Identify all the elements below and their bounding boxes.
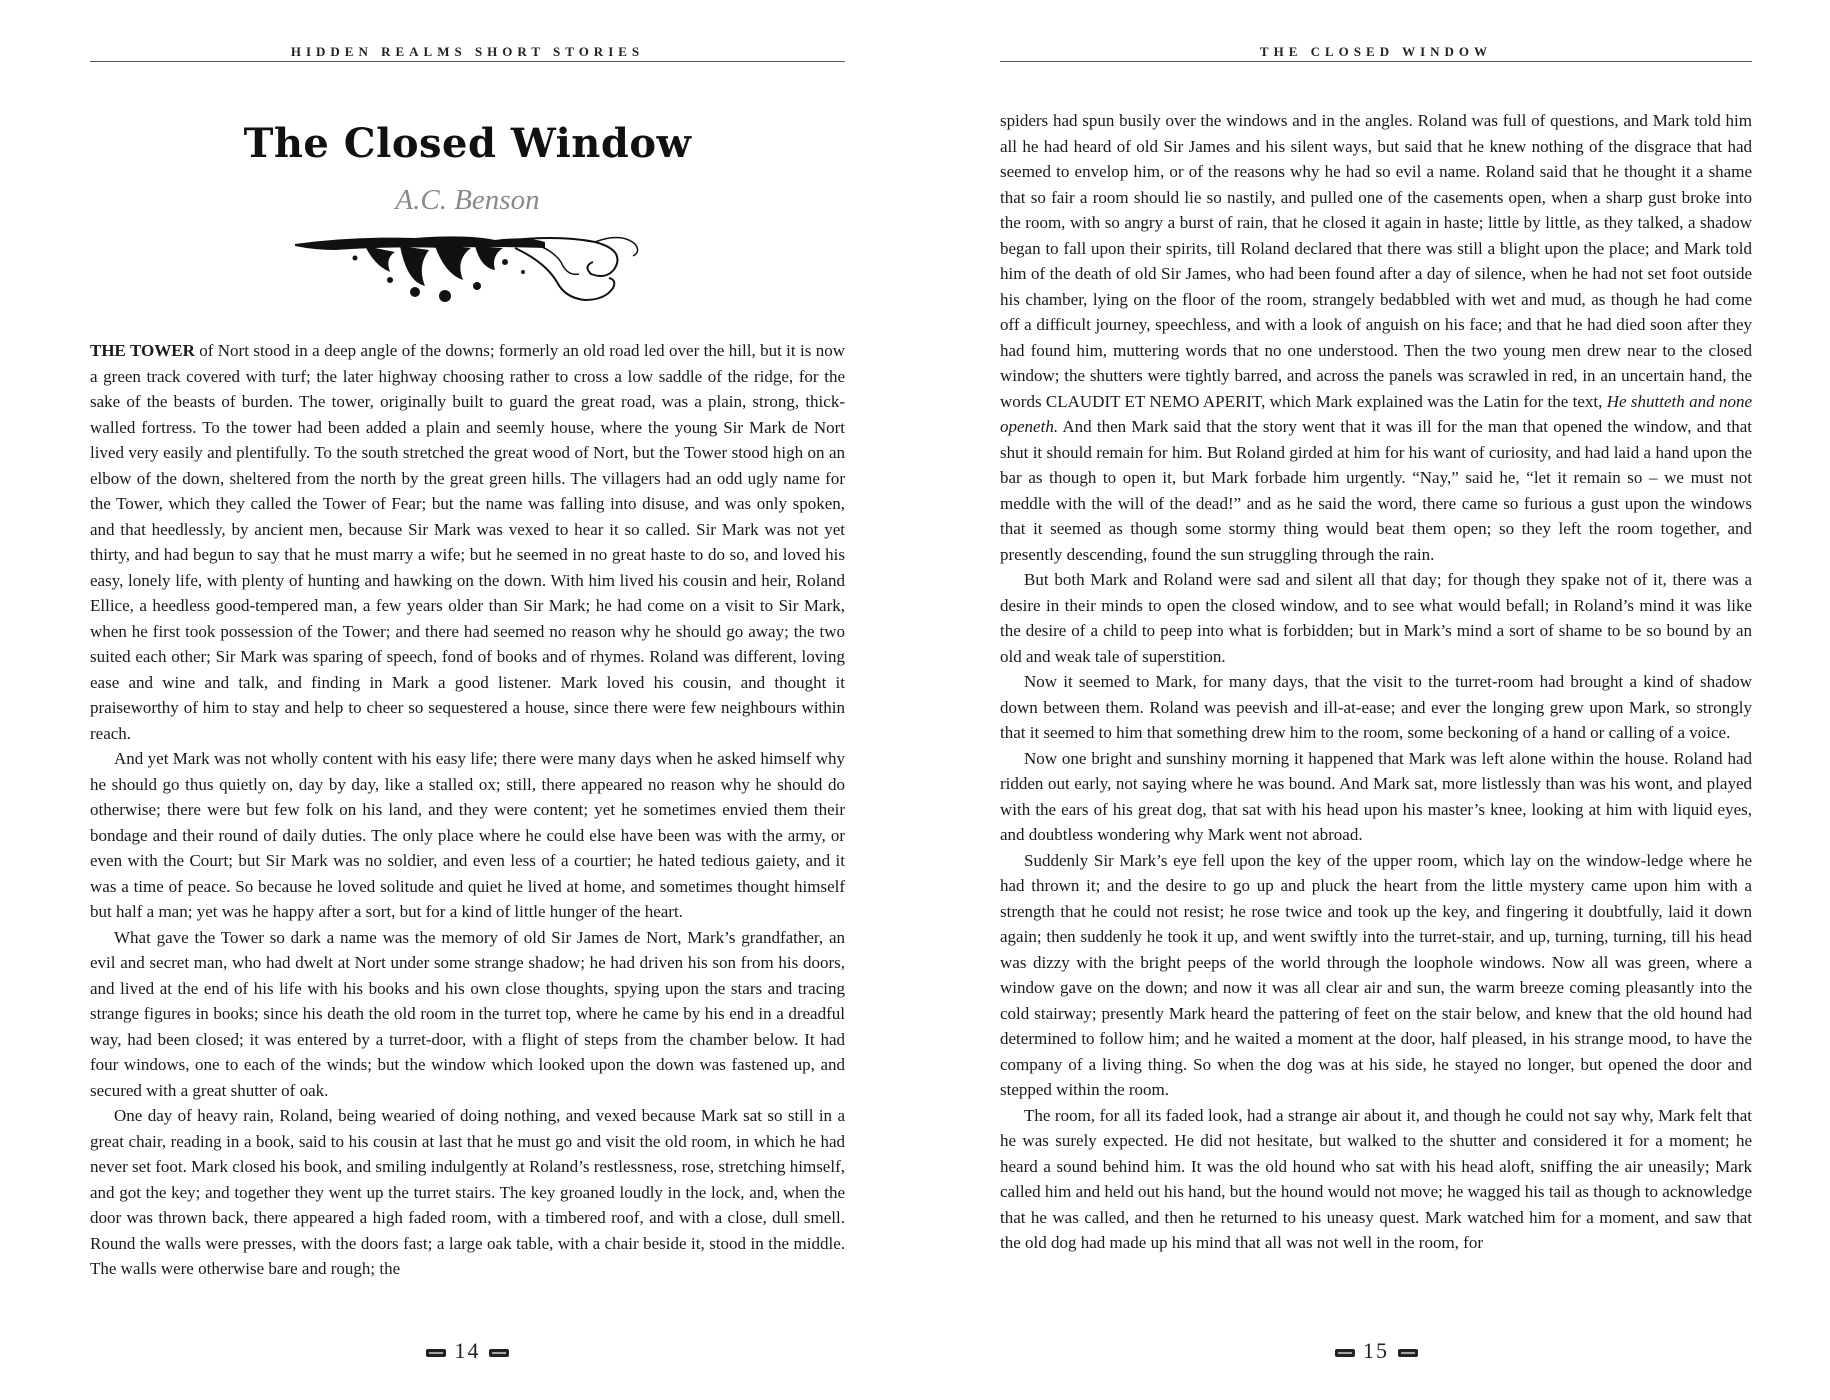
book-ornament-icon <box>1334 1348 1356 1358</box>
header-rule <box>90 61 845 62</box>
story-title: The Closed Window <box>243 120 692 167</box>
book-ornament-icon <box>425 1348 447 1358</box>
page-number <box>1000 1338 1752 1364</box>
italic-quote: He shutteth and none openeth. <box>1000 391 1752 436</box>
paragraph: But both Mark and Roland were sad and silent all that day; for though they spake not of it, there was a desire in their minds to open the closed window, and to see what would befall; in Roland’s mind it was like the desire of a child to peep into what is forbidden; but in Mark’s mind a sort of shame to be so bound by an old and weak tale of superstition. <box>1000 570 1752 666</box>
left-body-text <box>90 338 845 1282</box>
paragraph: The room, for all its faded look, had a strange air about it, and though he could not say why, Mark felt that he was surely expected. He did not hesitate, but walked to the shutter and considered it for a moment; he heard a sound behind him. It was the old hound who sat with his head aloft, sniffing the air uneasily; Mark called him and held out his hand, but the hound would not move; he wagged his tail as though to acknowledge that he was called, and then he returned to his uneasy quest. Mark watched him for a moment, and saw that the old dog had made up his mind that all was not well in the room, for <box>1000 1105 1752 1252</box>
lead-words: THE TOWER <box>90 341 195 360</box>
running-head: THE CLOSED WINDOW <box>1259 44 1493 59</box>
book-ornament-icon <box>1397 1348 1419 1358</box>
book-ornament-icon <box>488 1348 510 1358</box>
paragraph-text: And then Mark said that the story went that it was ill for the man that opened the window, and that shut it should remain for him. But Roland girded at him for his want of curiosity, and had laid a hand upon the bar as though to open it, but Mark forbade him urgently. “Nay,” said he, “let it remain so – we must not meddle with the will of the dead!” and as he said the word, there came so furious a gust upon the windows that it seemed as though some stormy thing would beat them open; so they left the room together, and presently descending, found the sun struggling through the rain. <box>1000 417 1752 564</box>
right-page <box>1000 0 1752 1400</box>
page-number-text: 14 <box>454 1338 481 1363</box>
paragraph: And yet Mark was not wholly content with his easy life; there were many days when he asked himself why he should go thus quietly on, day by day, like a stalled ox; still, there appeared no reason why he should do otherwise; there were but few folk on his land, and they were content; yet he sometimes envied them their bondage and their round of daily duties. The only place where he could else have been was with the army, or even with the Court; but Sir Mark was no soldier, and even less of a courtier; he hated tedious gaiety, and it was a time of peace. So because he loved solitude and quiet he lived at home, and sometimes thought himself but half a man; yet was he happy after a sort, but for a kind of little hunger of the heart. <box>90 749 845 921</box>
header-rule <box>1000 61 1752 62</box>
paragraph: Now it seemed to Mark, for many days, that the visit to the turret-room had brought a kind of shadow down between them. Roland was peevish and ill-at-ease; and ever the longing grew upon Mark, so strongly that it seemed to him that something drew him to the room, some beckoning of a hand or calling of a voice. <box>1000 672 1752 742</box>
story-author: A.C. Benson <box>395 184 540 216</box>
page-number-text: 15 <box>1363 1338 1389 1363</box>
paragraph: Now one bright and sunshiny morning it happened that Mark was left alone within the house. Roland had ridden out early, not saying where he was bound. And Mark sat, more listlessly than was his wont, and played with the ears of his great dog, that sat with his head upon his master’s knee, looking at him with liquid eyes, and doubtless wondering why Mark went not abroad. <box>1000 748 1752 844</box>
running-head: HIDDEN REALMS SHORT STORIES <box>290 44 645 59</box>
paragraph-text: of Nort stood in a deep angle of the downs; formerly an old road led over the hill, but it is now a green track covered with turf; the later highway choosing rather to cross a low saddle of the ridge, for the sake of the beasts of burden. The tower, originally built to guard the great road, was a plain, strong, thick-walled fortress. To the tower had been added a plain and seemly house, where the young Sir Mark de Nort lived very easily and plentifully. To the south stretched the great wood of Nort, but the Tower stood high on an elbow of the down, sheltered from the north by the great green hills. The villagers had an odd ugly name for the Tower, which they called the Tower of Fear; but the name was falling into disuse, and was only spoken, and that heedlessly, by ancient men, because Sir Mark was vexed to hear it so called. Sir Mark was not yet thirty, and had begun to say that he must marry a wife; but he seemed in no great haste to do so, and loved his easy, lonely life, with plenty of hunting and hawking on the down. With him lived his cousin and heir, Roland Ellice, a heedless good-tempered man, a few years older than Sir Mark; he had come on a visit to Sir Mark, when he first took possession of the Tower; and there had seemed no reason why he should go away; the two suited each other; Sir Mark was sparing of speech, fond of books and of rhymes. Roland was different, loving ease and wine and talk, and finding in Mark a good listener. Mark loved his cousin, and thought it praiseworthy of him to stay and help to cheer so sequestered a house, since there were few neighbours within reach. <box>90 341 846 743</box>
right-body-text <box>1000 108 1752 1256</box>
ink-splash-flourish-icon <box>295 222 645 310</box>
left-page <box>90 0 845 1400</box>
paragraph: One day of heavy rain, Roland, being wearied of doing nothing, and vexed because Mark sat so still in a great chair, reading in a book, said to his cousin at last that he must go and visit the old room, in which he had never set foot. Mark closed his book, and smiling indulgently at Roland’s restlessness, rose, stretching himself, and got the key; and together they went up the turret stairs. The key groaned loudly in the lock, and, when the door was thrown back, there appeared a high faded room, with a timbered roof, and with a close, dull smell. Round the walls were presses, with the doors fast; a large oak table, with a chair beside it, stood in the middle. The walls were otherwise bare and rough; the <box>90 1106 845 1278</box>
paragraph: What gave the Tower so dark a name was the memory of old Sir James de Nort, Mark’s grandfather, an evil and secret man, who had dwelt at Nort under some strange shadow; he had driven his son from his doors, and lived at the end of his life with his books and his own close thoughts, spying upon the stars and tracing strange figures in books; since his death the old room in the turret top, where he came by his end in a dreadful way, had been closed; it was entered by a turret-door, with a flight of steps from the chamber below. It had four windows, one to each of the winds; but the window which looked upon the down was fastened up, and secured with a great shutter of oak. <box>90 927 845 1100</box>
paragraph <box>1000 108 1752 567</box>
paragraph: Suddenly Sir Mark’s eye fell upon the key of the upper room, which lay on the window-ledge where he had thrown it; and the desire to go up and pluck the heart from the little mystery came upon him with a strength that he could not resist; he rose twice and took up the key, and fingering it doubtfully, laid it down again; then suddenly he took it up, and went swiftly into the turret-stair, and up, turning, turning, till his head was dizzy with the bright peeps of the world through the loophole windows. Now all was green, where a window gave on the down; and now it was all clear air and sun, the warm breeze coming pleasantly into the cold stairway; presently Mark heard the pattering of feet on the stair below, and knew that the old hound had determined to follow him; and he waited a moment at the door, half pleased, in his strange mood, to have the company of a living thing. So when the dog was at his side, he stayed no longer, but opened the door and stepped within the room. <box>1000 850 1752 1099</box>
page-number <box>90 1338 845 1364</box>
title-block <box>90 118 845 218</box>
paragraph <box>90 338 845 746</box>
paragraph-text: spiders had spun busily over the windows and in the angles. Roland was full of questions, and Mark told him all he had heard of old Sir James and his silent ways, but said that he knew nothing of the disgrace that had seemed to envelop him, or of the reasons why he had so evil a name. Roland said that he thought it a shame that so fair a room should lie so nastily, and pulled one of the casements open, when a sharp gust broke into the room, with so angry a burst of rain, that he closed it again in haste; little by little, as they talked, a shadow began to fall upon their spirits, till Roland declared that there was still a blight upon the place; and Mark told him of the death of old Sir James, who had been found after a day of silence, when he had not set foot outside his chamber, lying on the floor of the room, strangely bedabbled with wet and mud, as though he had come off a difficult journey, speechless, and with a look of anguish on his face; and that he had died soon after they had found him, muttering words that no one understood. Then the two young men drew near to the closed window; the shutters were tightly barred, and across the panels was scrawled in red, in an uncertain hand, the words CLAUDIT ET NEMO APERIT, which Mark explained was the Latin for the text, <box>1000 111 1752 411</box>
